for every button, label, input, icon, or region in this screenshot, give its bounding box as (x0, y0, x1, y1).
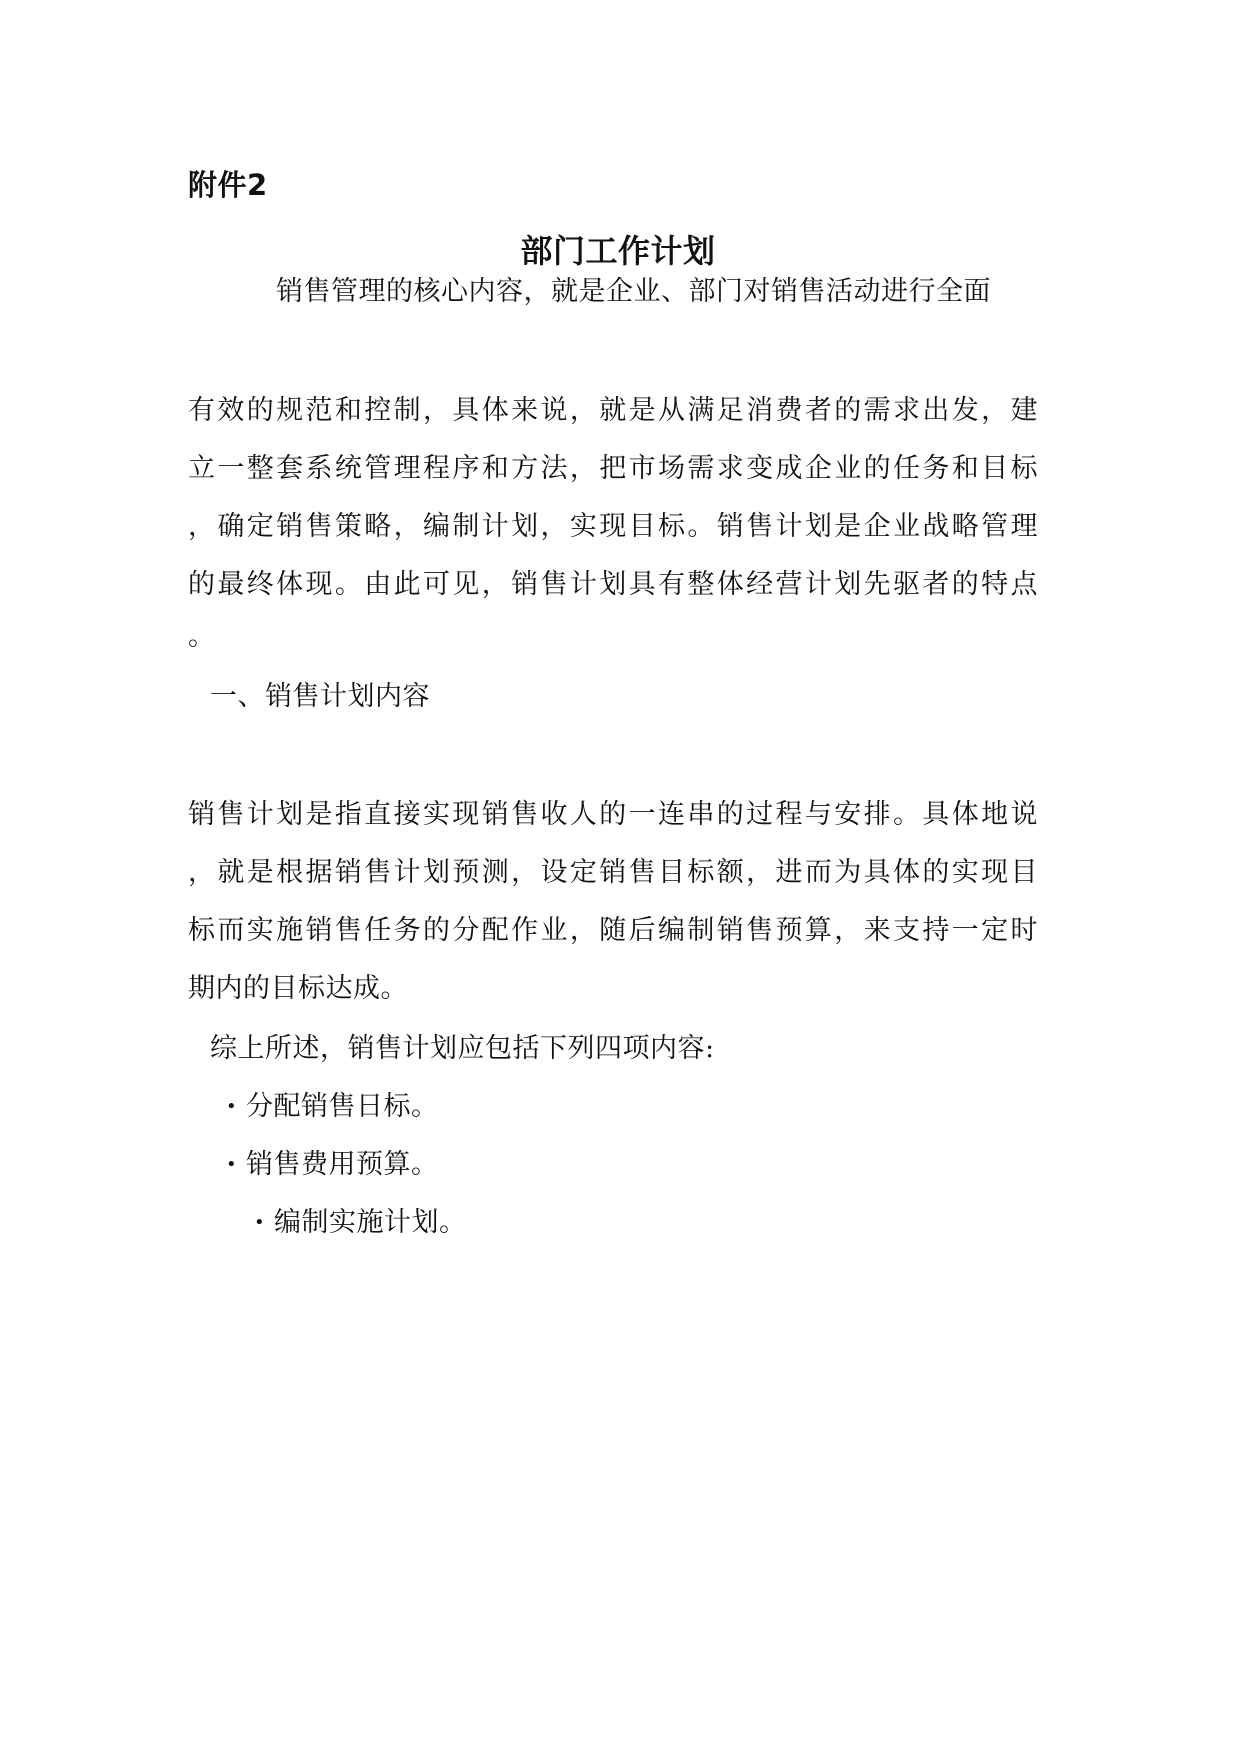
intro-line-2: 有效的规范和控制，具体来说，就是从满足消费者的需求出发，建 (188, 395, 1038, 426)
list-item (226, 1089, 1076, 1125)
intro-line-3: 立一整套系统管理程序和方法，把市场需求变成企业的任务和目标 (188, 453, 1038, 484)
bullet-dot: • (226, 1154, 238, 1175)
intro-line-4: ，确定销售策略，编制计划，实现目标。销售计划是企业战略管理 (188, 511, 1038, 542)
section1-line-1: 销售计划是指直接实现销售收人的一连串的过程与安排。具体地说 (188, 799, 1038, 830)
intro-line-5: 的最终体现。由此可见，销售计划具有整体经营计划先驱者的特点 (188, 569, 1038, 600)
list-item-text: 销售费用预算。 (246, 1149, 439, 1180)
list-item (254, 1205, 1104, 1241)
section1-line-4: 期内的目标达成。 (188, 973, 408, 1004)
intro-line-6: 。 (188, 621, 216, 652)
attachment-label: 附件2 (188, 168, 268, 202)
list-item (226, 1147, 1076, 1183)
section1-line-2: ，就是根据销售计划预测，设定销售目标额，进而为具体的实现目 (188, 857, 1038, 888)
section1-line-3: 标而实施销售任务的分配作业，随后编制销售预算，来支持一定时 (188, 915, 1038, 946)
list-item-text: 分配销售日标。 (246, 1091, 439, 1122)
document-title: 部门工作计划 (520, 232, 716, 270)
bullet-dot: • (226, 1096, 238, 1117)
list-item-text: 编制实施计划。 (274, 1207, 467, 1238)
section1-heading: 一、销售计划内容 (210, 681, 430, 712)
summary-line: 综上所述，销售计划应包括下列四项内容: (210, 1033, 715, 1064)
bullet-dot: • (254, 1212, 266, 1233)
intro-line-1: 销售管理的核心内容，就是企业、部门对销售活动进行全面 (276, 276, 991, 307)
